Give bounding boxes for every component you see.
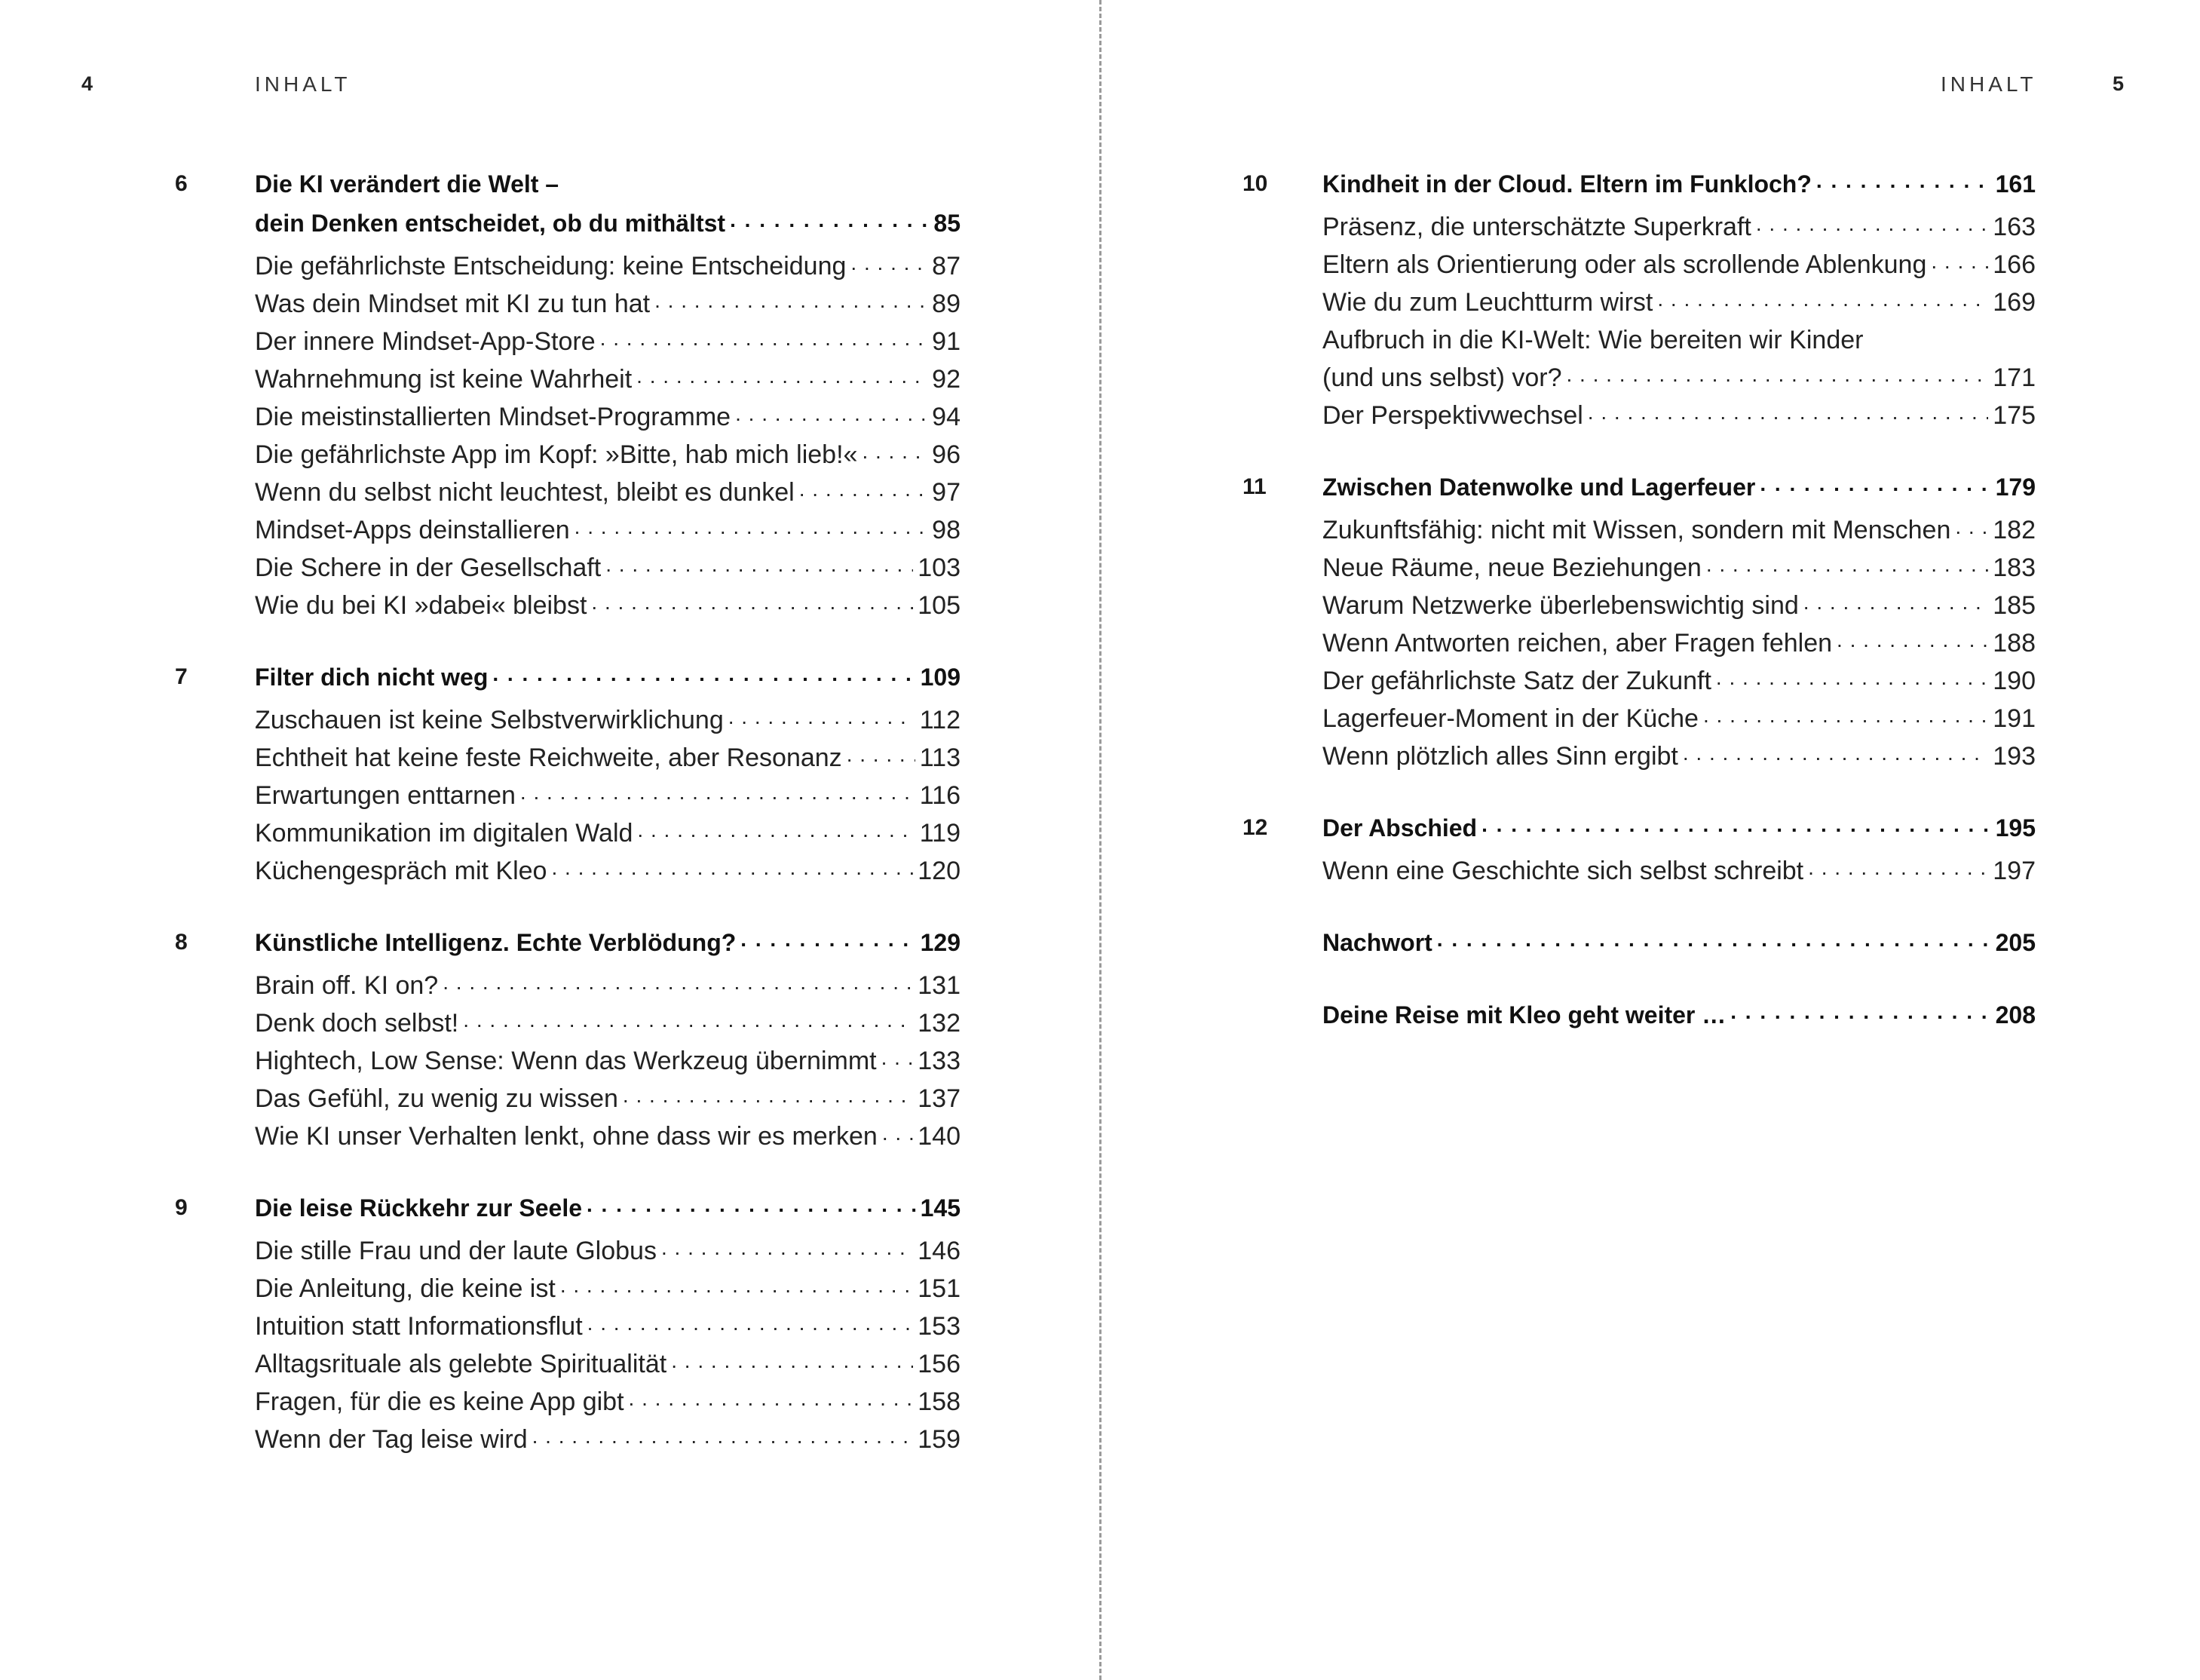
leader-dots [587,1194,916,1216]
chapter-page: 208 [1995,1001,2036,1029]
toc-chapter-9 [175,1188,961,1458]
chapter-title: Die leise Rückkehr zur Seele [255,1194,582,1222]
entry-page: 97 [932,478,961,507]
leader-dots [1756,213,1988,235]
leader-dots [623,1084,913,1107]
entry-page: 156 [918,1350,961,1378]
entry-page: 116 [919,781,961,810]
entry-title: Wenn eine Geschichte sich selbst schreibt [1322,857,1804,885]
toc-entry[interactable] [255,398,961,436]
chapter-number: 7 [175,664,188,689]
toc-chapter-11 [1242,468,2036,775]
entry-page: 163 [1993,213,2036,241]
toc-entry[interactable] [255,1345,961,1383]
chapter-title: Nachwort [1322,929,1432,956]
toc-entry[interactable] [1322,208,2036,246]
toc-entry[interactable] [255,474,961,511]
leader-dots [1803,591,1988,614]
toc-entry[interactable] [1322,737,2036,775]
leader-dots [1760,473,1990,495]
chapter-number: 11 [1242,474,1267,499]
chapter-title-line [1322,164,2036,204]
entry-page: 92 [932,365,961,394]
toc-entry[interactable] [1322,852,2036,890]
leader-dots [740,928,915,951]
entry-title: Wenn der Tag leise wird [255,1425,528,1454]
entry-page: 183 [1993,553,2036,582]
entry-page: 185 [1993,591,2036,620]
chapter-title-line [255,658,961,697]
toc-entry[interactable] [255,967,961,1004]
entry-page: 105 [918,591,961,620]
entry-page: 89 [932,290,961,318]
toc-entry[interactable] [1322,321,2036,397]
chapter-number: 8 [175,930,188,955]
entry-page: 113 [919,743,961,772]
chapter-title: Deine Reise mit Kleo geht weiter … [1322,1001,1727,1029]
entry-page: 98 [932,516,961,544]
entry-title: Wenn plötzlich alles Sinn ergibt [1322,742,1678,771]
chapter-title: dein Denken entscheidet, ob du mithältst [255,210,726,237]
entry-page: 140 [918,1122,961,1151]
leader-dots [1808,857,1988,879]
chapter-number: 9 [175,1195,188,1220]
entry-title: Zukunftsfähig: nicht mit Wissen, sondern mit Menschen [1322,516,1951,544]
leader-dots [575,516,928,538]
toc-entry[interactable] [255,1080,961,1117]
toc-entry[interactable] [255,852,961,890]
entry-page: 131 [918,971,961,1000]
chapter-title-line [1322,923,2036,962]
toc-entry[interactable] [1322,700,2036,737]
chapter-number: 12 [1242,815,1268,840]
chapter-title: Künstliche Intelligenz. Echte Verblödung? [255,929,737,956]
leader-dots [587,1312,914,1335]
leader-dots [1730,1001,1990,1023]
toc-entry[interactable] [255,1308,961,1345]
leader-dots [882,1122,913,1145]
entry-page: 166 [1993,250,2036,279]
entry-title: Das Gefühl, zu wenig zu wissen [255,1084,618,1113]
entry-page: 91 [932,327,961,356]
entry-title: Der Perspektivwechsel [1322,401,1583,430]
leader-dots [1816,170,1991,192]
entry-title: Die Schere in der Gesellschaft [255,553,602,582]
leader-dots [850,252,927,274]
entry-title: Die Anleitung, die keine ist [255,1274,556,1303]
chapter-heading[interactable] [1322,808,2036,848]
toc-entry[interactable] [255,1421,961,1458]
chapter-page: 179 [1995,474,2036,501]
leader-dots [637,819,915,842]
entry-page: 96 [932,440,961,469]
chapter-title: Zwischen Datenwolke und Lagerfeuer [1322,474,1756,501]
entry-title: Warum Netzwerke überlebenswichtig sind [1322,591,1799,620]
entry-page: 182 [1993,516,2036,544]
right-page [1102,0,2200,1680]
leader-dots [591,591,913,614]
toc-entry[interactable] [255,285,961,323]
leader-dots [735,403,927,425]
entry-title: Der innere Mindset-App-Store [255,327,596,356]
leader-dots [636,365,927,388]
toc-entry[interactable] [255,549,961,587]
entry-page: 87 [932,252,961,281]
leader-dots [1837,629,1988,651]
entry-page: 191 [1993,704,2036,733]
entry-page: 119 [919,819,961,848]
leader-dots [1481,814,1991,836]
entry-title: Eltern als Orientierung oder als scrollende Ablenkung [1322,250,1927,279]
chapter-heading[interactable] [255,923,961,962]
entry-title: Wie du zum Leuchtturm wirst [1322,288,1653,317]
leader-dots [881,1047,914,1069]
entry-title: (und uns selbst) vor? [1322,363,1562,392]
chapter-page: 195 [1995,814,2036,842]
toc-entry[interactable] [1322,511,2036,549]
toc-chapter-7 [175,658,961,890]
page-number: 4 [81,72,93,95]
entry-title: Brain off. KI on? [255,971,439,1000]
chapter-heading[interactable] [255,1188,961,1228]
entry-title: Die gefährlichste Entscheidung: keine Entscheidung [255,252,847,281]
running-header: INHALT [255,72,351,96]
entry-page: 112 [919,706,961,734]
entry-page: 188 [1993,629,2036,658]
entry-title: Mindset-Apps deinstallieren [255,516,570,544]
toc-entry[interactable] [255,701,961,739]
chapter-title-line2 [255,204,961,243]
leader-dots [1588,401,1988,424]
leader-dots [1931,250,1988,273]
page-gutter-divider [1099,0,1102,1680]
entry-page: 193 [1993,742,2036,771]
toc-chapter-8 [175,923,961,1155]
leader-dots [654,290,927,312]
leader-dots [1706,553,1988,576]
leader-dots [492,663,915,685]
leader-dots [847,743,915,766]
entry-page: 103 [918,553,961,582]
table-of-contents [175,164,961,1491]
entry-page: 146 [918,1237,961,1265]
entry-title: Intuition statt Informationsflut [255,1312,583,1341]
chapter-title-line [1322,468,2036,507]
entry-title: Was dein Mindset mit KI zu tun hat [255,290,651,318]
entry-title-line2 [1322,359,2036,397]
chapter-page: 145 [920,1194,961,1222]
chapter-number: 6 [175,171,188,196]
entry-title: Wie KI unser Verhalten lenkt, ohne dass wir es merken [255,1122,878,1151]
chapter-page: 129 [920,929,961,956]
left-page [0,0,1098,1680]
entry-title: Präsenz, die unterschätzte Superkraft [1322,213,1751,241]
leader-dots [1955,516,1988,538]
entry-page: 169 [1993,288,2036,317]
entry-title: Hightech, Low Sense: Wenn das Werkzeug übernimmt [255,1047,877,1075]
entry-title: Denk doch selbst! [255,1009,459,1038]
toc-entry[interactable] [1322,397,2036,434]
page-number: 5 [2113,72,2125,95]
toc-entry[interactable] [255,739,961,777]
entry-title: Die gefährlichste App im Kopf: »Bitte, hab mich lieb!« [255,440,858,469]
chapter-page: 85 [933,210,961,237]
entry-title: Wahrnehmung ist keine Wahrheit [255,365,633,394]
chapter-title-line [1322,808,2036,848]
entry-title: Die stille Frau und der laute Globus [255,1237,657,1265]
toc-nachwort [1242,923,2036,962]
toc-chapter-12 [1242,808,2036,890]
leader-dots [1437,928,1991,951]
entry-title: Zuschauen ist keine Selbstverwirklichung [255,706,724,734]
toc-entry[interactable] [255,511,961,549]
entry-title: Neue Räume, neue Beziehungen [1322,553,1702,582]
entry-title: Alltagsrituale als gelebte Spiritualität [255,1350,667,1378]
leader-dots [1657,288,1988,311]
toc-entry[interactable] [255,1383,961,1421]
entry-title: Echtheit hat keine feste Reichweite, aber Resonanz [255,743,842,772]
leader-dots [799,478,927,501]
entry-page: 94 [932,403,961,431]
leader-dots [443,971,913,994]
toc-entry[interactable] [255,436,961,474]
leader-dots [728,706,915,728]
chapter-title-line [255,1188,961,1228]
leader-dots [520,781,915,804]
entry-page: 132 [918,1009,961,1038]
chapter-title: Der Abschied [1322,814,1478,842]
entry-page: 190 [1993,667,2036,695]
toc-deine-reise [1242,995,2036,1035]
toc-entry[interactable] [255,1042,961,1080]
running-header: INHALT [1941,72,2037,96]
entry-page: 153 [918,1312,961,1341]
toc-chapter-10 [1242,164,2036,434]
toc-entry[interactable] [1322,624,2036,662]
entry-page: 151 [918,1274,961,1303]
toc-entry[interactable] [1322,662,2036,700]
chapter-heading[interactable] [1322,995,2036,1035]
leader-dots [551,857,913,879]
entry-title: Wie du bei KI »dabei« bleibst [255,591,587,620]
chapter-title: Filter dich nicht weg [255,664,489,691]
leader-dots [629,1387,914,1410]
entry-title: Wenn du selbst nicht leuchtest, bleibt es dunkel [255,478,795,507]
toc-entry[interactable] [1322,284,2036,321]
entry-page: 120 [918,857,961,885]
chapter-title-line1: Die KI verändert die Welt – [255,170,559,198]
toc-entry[interactable] [1322,246,2036,284]
table-of-contents [1242,164,2036,1068]
toc-entry[interactable] [255,323,961,360]
toc-entry[interactable] [255,360,961,398]
leader-dots [463,1009,913,1032]
entry-title: Kommunikation im digitalen Wald [255,819,633,848]
toc-entry[interactable] [255,814,961,852]
leader-dots [560,1274,913,1297]
chapter-heading[interactable] [255,658,961,697]
leader-dots [1683,742,1988,765]
entry-page: 137 [918,1084,961,1113]
entry-page: 158 [918,1387,961,1416]
chapter-number: 10 [1242,171,1268,196]
leader-dots [671,1350,913,1372]
entry-title-line1: Aufbruch in die KI-Welt: Wie bereiten wir Kinder [1322,326,1864,354]
entry-page: 171 [1993,363,2036,392]
leader-dots [532,1425,914,1448]
leader-dots [1567,363,1989,386]
toc-entry[interactable] [255,587,961,624]
entry-title: Küchengespräch mit Kleo [255,857,547,885]
chapter-page: 161 [1995,170,2036,198]
leader-dots [1716,667,1988,689]
chapter-page: 205 [1995,929,2036,956]
entry-page: 133 [918,1047,961,1075]
entry-title: Wenn Antworten reichen, aber Fragen fehlen [1322,629,1833,658]
toc-entry[interactable] [1322,587,2036,624]
toc-entry[interactable] [255,247,961,285]
entry-title: Erwartungen enttarnen [255,781,516,810]
chapter-page: 109 [920,664,961,691]
leader-dots [661,1237,913,1259]
leader-dots [1703,704,1988,727]
entry-page: 175 [1993,401,2036,430]
entry-page: 159 [918,1425,961,1454]
entry-title: Die meistinstallierten Mindset-Programme [255,403,731,431]
toc-entry[interactable] [255,1232,961,1270]
toc-entry[interactable] [255,1270,961,1308]
entry-page: 197 [1993,857,2036,885]
chapter-heading[interactable] [1322,468,2036,507]
leader-dots [862,440,927,463]
leader-dots [605,553,913,576]
toc-chapter-6 [175,164,961,624]
toc-entry[interactable] [255,1004,961,1042]
chapter-title-line [255,923,961,962]
chapter-title-line [1322,995,2036,1035]
chapter-heading[interactable] [1322,164,2036,204]
chapter-heading[interactable] [255,164,961,243]
entry-title: Der gefährlichste Satz der Zukunft [1322,667,1711,695]
leader-dots [730,209,929,231]
chapter-heading[interactable] [1322,923,2036,962]
entry-title: Lagerfeuer-Moment in der Küche [1322,704,1699,733]
chapter-title: Kindheit in der Cloud. Eltern im Funkloch? [1322,170,1812,198]
leader-dots [600,327,928,350]
toc-entry[interactable] [255,1117,961,1155]
entry-title: Fragen, für die es keine App gibt [255,1387,624,1416]
toc-entry[interactable] [1322,549,2036,587]
toc-entry[interactable] [255,777,961,814]
